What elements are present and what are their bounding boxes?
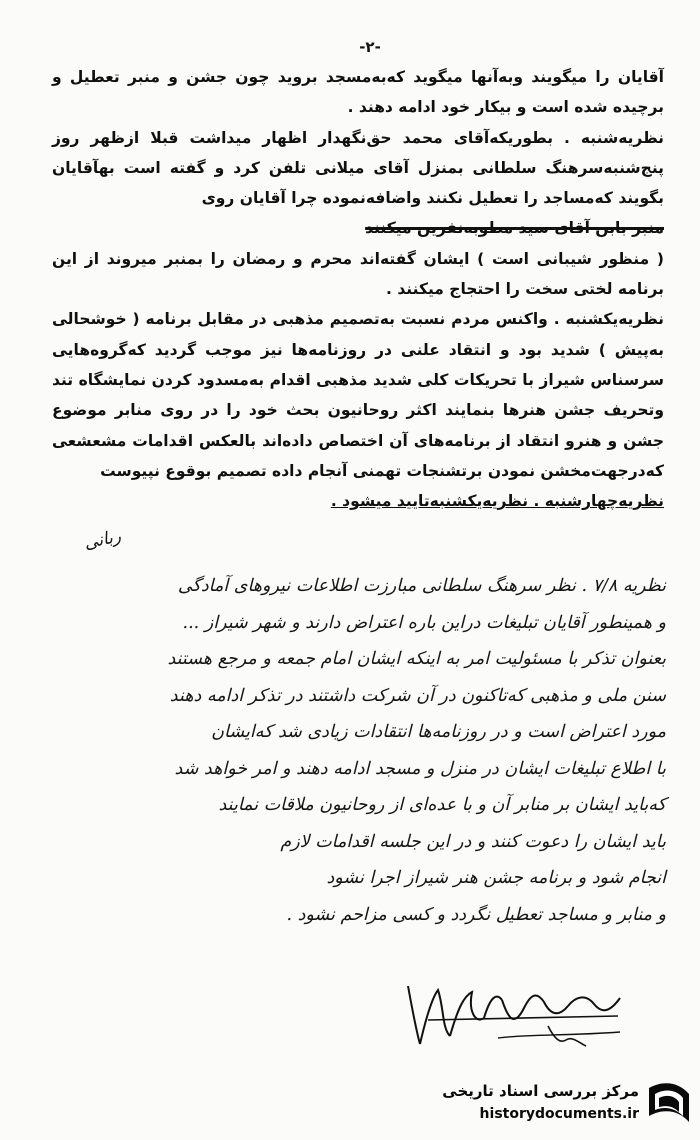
handwritten-line: که‌باید ایشان بر منابر آن و با عده‌ای از روحانیون ملاقات نمایند — [218, 795, 666, 815]
handwritten-line: با اطلاع تبلیغات ایشان در منزل و مسجد ادامه دهند و امر خواهد شد — [174, 758, 666, 779]
typed-struck-text: منبر بابن آقای — [554, 219, 664, 238]
handwritten-note — [44, 568, 666, 933]
handwritten-line: بعنوان تذکر با مسئولیت امر به اینکه ایشان امام جمعه و مرجع هستند — [167, 649, 666, 669]
handwritten-line: و منابر و مساجد تعطیل نگردد و کسی مزاحم نشود . — [286, 904, 666, 925]
handwritten-initial: ربانی — [82, 526, 123, 554]
typed-struck-tail: سید مطوبه‌نفرین میکنند — [365, 219, 549, 238]
typed-paragraph: آقایان را میگویند وبه‌آنها میگوید که‌به‌مسجد بروید چون جشن و منبر تعطیل و برچیده شده است و بیکار خود ادامه دهند . — [52, 68, 664, 117]
page-number: -۲- — [359, 38, 381, 56]
handwritten-line: انجام شود و برنامه جشن هنر شیراز اجرا نشود — [326, 868, 666, 888]
handwritten-line: سنن ملی و مذهبی که‌تاکنون در آن شرکت داشتند در تذکر ادامه دهند — [169, 685, 666, 706]
typed-paragraph: نظریه‌چهارشنبه . نظریه‌یکشنبه‌تایید میشود . — [330, 492, 664, 511]
watermark-title: مرکز بررسی اسناد تاریخی — [442, 1082, 639, 1100]
typed-paragraph-struck — [52, 213, 664, 243]
book-arch-icon — [645, 1078, 693, 1128]
typed-paragraph: نظریه‌شنبه . بطوریکه‌آقای محمد حق‌نگهدار اظهار میداشت قبلا ازظهر روز پنج‌شنبه‌سرهنگ سلطانی بمنزل آقای میلانی تلفن کرد و گفته است بهآقایان بگویند که‌مساجد را تعطیل نکنند واضافه‌نموده چرا آقایان روی — [52, 128, 664, 208]
signature — [398, 978, 626, 1052]
typed-report — [52, 62, 664, 516]
handwritten-line: مورد اعتراض است و در روزنامه‌ها انتقادات زیادی شد که‌ایشان — [211, 722, 666, 742]
watermark-url[interactable]: historydocuments.ir — [479, 1106, 639, 1122]
typed-paragraph: ( منظور شیبانی است ) ایشان گفته‌اند محرم و رمضان را بمنبر میروند از این برنامه لختی سخت را احتجاج میکنند . — [52, 249, 664, 299]
handwritten-line: باید ایشان را دعوت کنند و در این جلسه اقدامات لازم — [280, 831, 666, 852]
typed-paragraph: نظریه‌یکشنبه . واکنس مردم نسبت به‌تصمیم مذهبی در مقابل برنامه ( خوشحالی به‌پیش ) شدید بود و انتقاد علنی در روزنامه‌ها نیز موجب گردید که‌گروه‌هایی سرسناس شیراز با تحریکات کلی شدید مذهبی اقدام به‌مسدود کردن نمایشگاه تند وتحریف جشن هنرها بنمایند اکثر روحانیون بحث خود را در روی منابر موضوع جشن و هنرو انتقاد از برنامه‌های آن اختصاص داده‌اند بالعکس اقدامات مشعشعی که‌درجهت‌مخشن نمودن برتشنجات تهمنی آنجام داده تصمیم بوقوع نپیوست — [52, 310, 664, 480]
handwritten-line: نظریه ۷/۸ . نظر سرهنگ سلطانی مبارزت اطلاعات نیروهای آمادگی — [177, 576, 666, 596]
watermark[interactable] — [405, 1078, 695, 1132]
handwritten-line: و همینطور آقایان تبلیغات دراین باره اعتراض دارند و شهر شیراز ... — [182, 612, 666, 633]
